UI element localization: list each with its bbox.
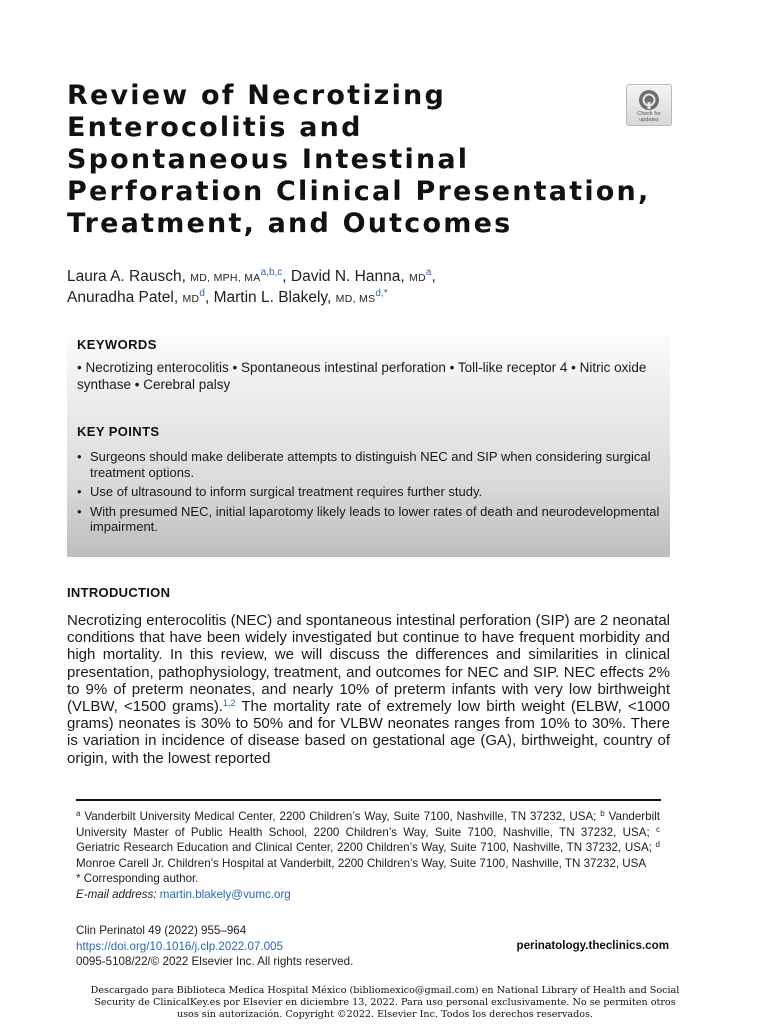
introduction-paragraph <box>67 612 670 767</box>
affiliation-marker: a <box>76 809 81 818</box>
author-separator: , <box>282 268 291 285</box>
badge-label-line2: updates <box>639 117 659 123</box>
check-for-updates-badge[interactable] <box>626 84 672 126</box>
title-line: Spontaneous Intestinal <box>67 144 470 175</box>
affiliation-marker: c <box>656 824 660 834</box>
author-degree: MD, MS <box>335 293 376 305</box>
author-list <box>67 267 436 309</box>
affiliation-marker[interactable]: d <box>199 288 205 299</box>
journal-citation: Clin Perinatol 49 (2022) 955–964 <box>76 924 247 937</box>
keywords-keypoints-box <box>67 327 670 557</box>
doi-link[interactable]: https://doi.org/10.1016/j.clp.2022.07.005 <box>76 939 283 953</box>
affiliation-marker: d <box>655 840 660 850</box>
title-line: Enterocolitis and <box>67 112 363 143</box>
author-name: Anuradha Patel, <box>67 289 183 306</box>
key-points-list <box>77 449 662 539</box>
affiliation-text <box>76 809 660 871</box>
author-line-2 <box>67 288 436 309</box>
footnote-divider <box>76 799 661 801</box>
introduction-heading: INTRODUCTION <box>67 585 171 600</box>
download-notice: Descargado para Biblioteca Medica Hospital México (bibliomexico@gmail.com) en National Library of Health and Social Security de ClinicalKey.es por Elsevier en diciembre 13, 2022. Para uso personal exclusivamente. No se permiten otros usos sin autorización. Copyright ©2022. Elsevier Inc. Todos los derechos reservados. <box>90 985 680 1020</box>
keywords-list: • Necrotizing enterocolitis • Spontaneous intestinal perforation • Toll-like receptor 4 • Nitric oxide synthase • Cerebral palsy <box>77 360 647 392</box>
affiliation-marker[interactable]: a <box>425 267 432 278</box>
corresponding-author-note: * Corresponding author. <box>76 872 199 886</box>
affiliations-footnote <box>76 809 660 903</box>
affiliation-marker: b <box>600 809 605 818</box>
title-line: Perforation Clinical Presentation, <box>67 176 651 207</box>
affiliation-a: Vanderbilt University Medical Center, 2200 Children’s Way, Suite 7100, Nashville, TN 37232, USA; <box>80 810 601 823</box>
keywords-heading: KEYWORDS <box>77 337 157 352</box>
intro-text-continued: The mortality rate of extremely low birth weight (ELBW, <1000 grams) neonates is 30% to 50% and for VLBW neonates ranges from 10% to 30%. There is variation in incidence of disease based on gestational age (GA), birthweight, country of origin, with the lowest reported <box>67 698 670 767</box>
affiliation-c: Geriatric Research Education and Clinical Center, 2200 Children’s Way, Suite 7100, Nashville, TN 37232, USA; <box>76 841 656 855</box>
author-degree: MD <box>408 272 426 284</box>
badge-label-line1: Check for <box>637 111 661 117</box>
intro-text: Necrotizing enterocolitis (NEC) and spontaneous intestinal perforation (SIP) are 2 neonatal conditions that have been widely investigated but continue to have frequent morbidity and high mortality. In this review, we will discuss the differences and similarities in clinical presentation, pathophysiology, treatment, and outcomes for NEC and SIP. NEC effects 2% to 9% of preterm neonates, and nearly 10% of preterm infants with very low birthweight (VLBW, <1500 grams). <box>67 612 670 716</box>
reference-link[interactable]: 1,2 <box>222 698 236 709</box>
email-link[interactable]: martin.blakely@vumc.org <box>159 887 291 901</box>
author-name: Laura A. Rausch, <box>67 268 191 285</box>
author-separator: , <box>431 268 436 285</box>
affiliation-marker[interactable]: d,* <box>375 288 388 299</box>
email-label: E-mail address: <box>76 887 157 901</box>
key-points-heading: KEY POINTS <box>77 424 160 439</box>
copyright-line: 0095-5108/22/© 2022 Elsevier Inc. All rights reserved. <box>76 955 354 969</box>
author-name: David N. Hanna, <box>290 268 409 285</box>
check-updates-icon <box>638 89 660 111</box>
key-point-item: • Surgeons should make deliberate attempts to distinguish NEC and SIP when considering surgical treatment options. <box>77 449 662 480</box>
affiliation-marker[interactable]: a,b,c <box>260 267 283 278</box>
key-point-item: • With presumed NEC, initial laparotomy likely leads to lower rates of death and neurodevelopmental impairment. <box>77 504 662 535</box>
affiliation-b: Vanderbilt University Master of Public Health School, 2200 Children’s Way, Suite 7100, Nashville, TN 37232, USA; <box>76 810 660 839</box>
author-degree: MD, MPH, MA <box>190 272 261 284</box>
author-separator: , <box>204 289 214 306</box>
author-line-1 <box>67 267 436 288</box>
author-degree: MD <box>182 293 200 305</box>
title-line: Treatment, and Outcomes <box>67 208 513 239</box>
affiliation-d: Monroe Carell Jr. Children’s Hospital at Vanderbilt, 2200 Children’s Way, Suite 7100, Nashville, TN 37232, USA <box>76 856 647 870</box>
title-line: Review of Necrotizing <box>67 80 446 111</box>
email-line <box>76 887 660 903</box>
key-point-item: • Use of ultrasound to inform surgical treatment requires further study. <box>77 484 662 500</box>
journal-site-link[interactable]: perinatology.theclinics.com <box>516 939 669 952</box>
citation-block <box>76 923 353 970</box>
author-name: Martin L. Blakely, <box>213 289 336 306</box>
